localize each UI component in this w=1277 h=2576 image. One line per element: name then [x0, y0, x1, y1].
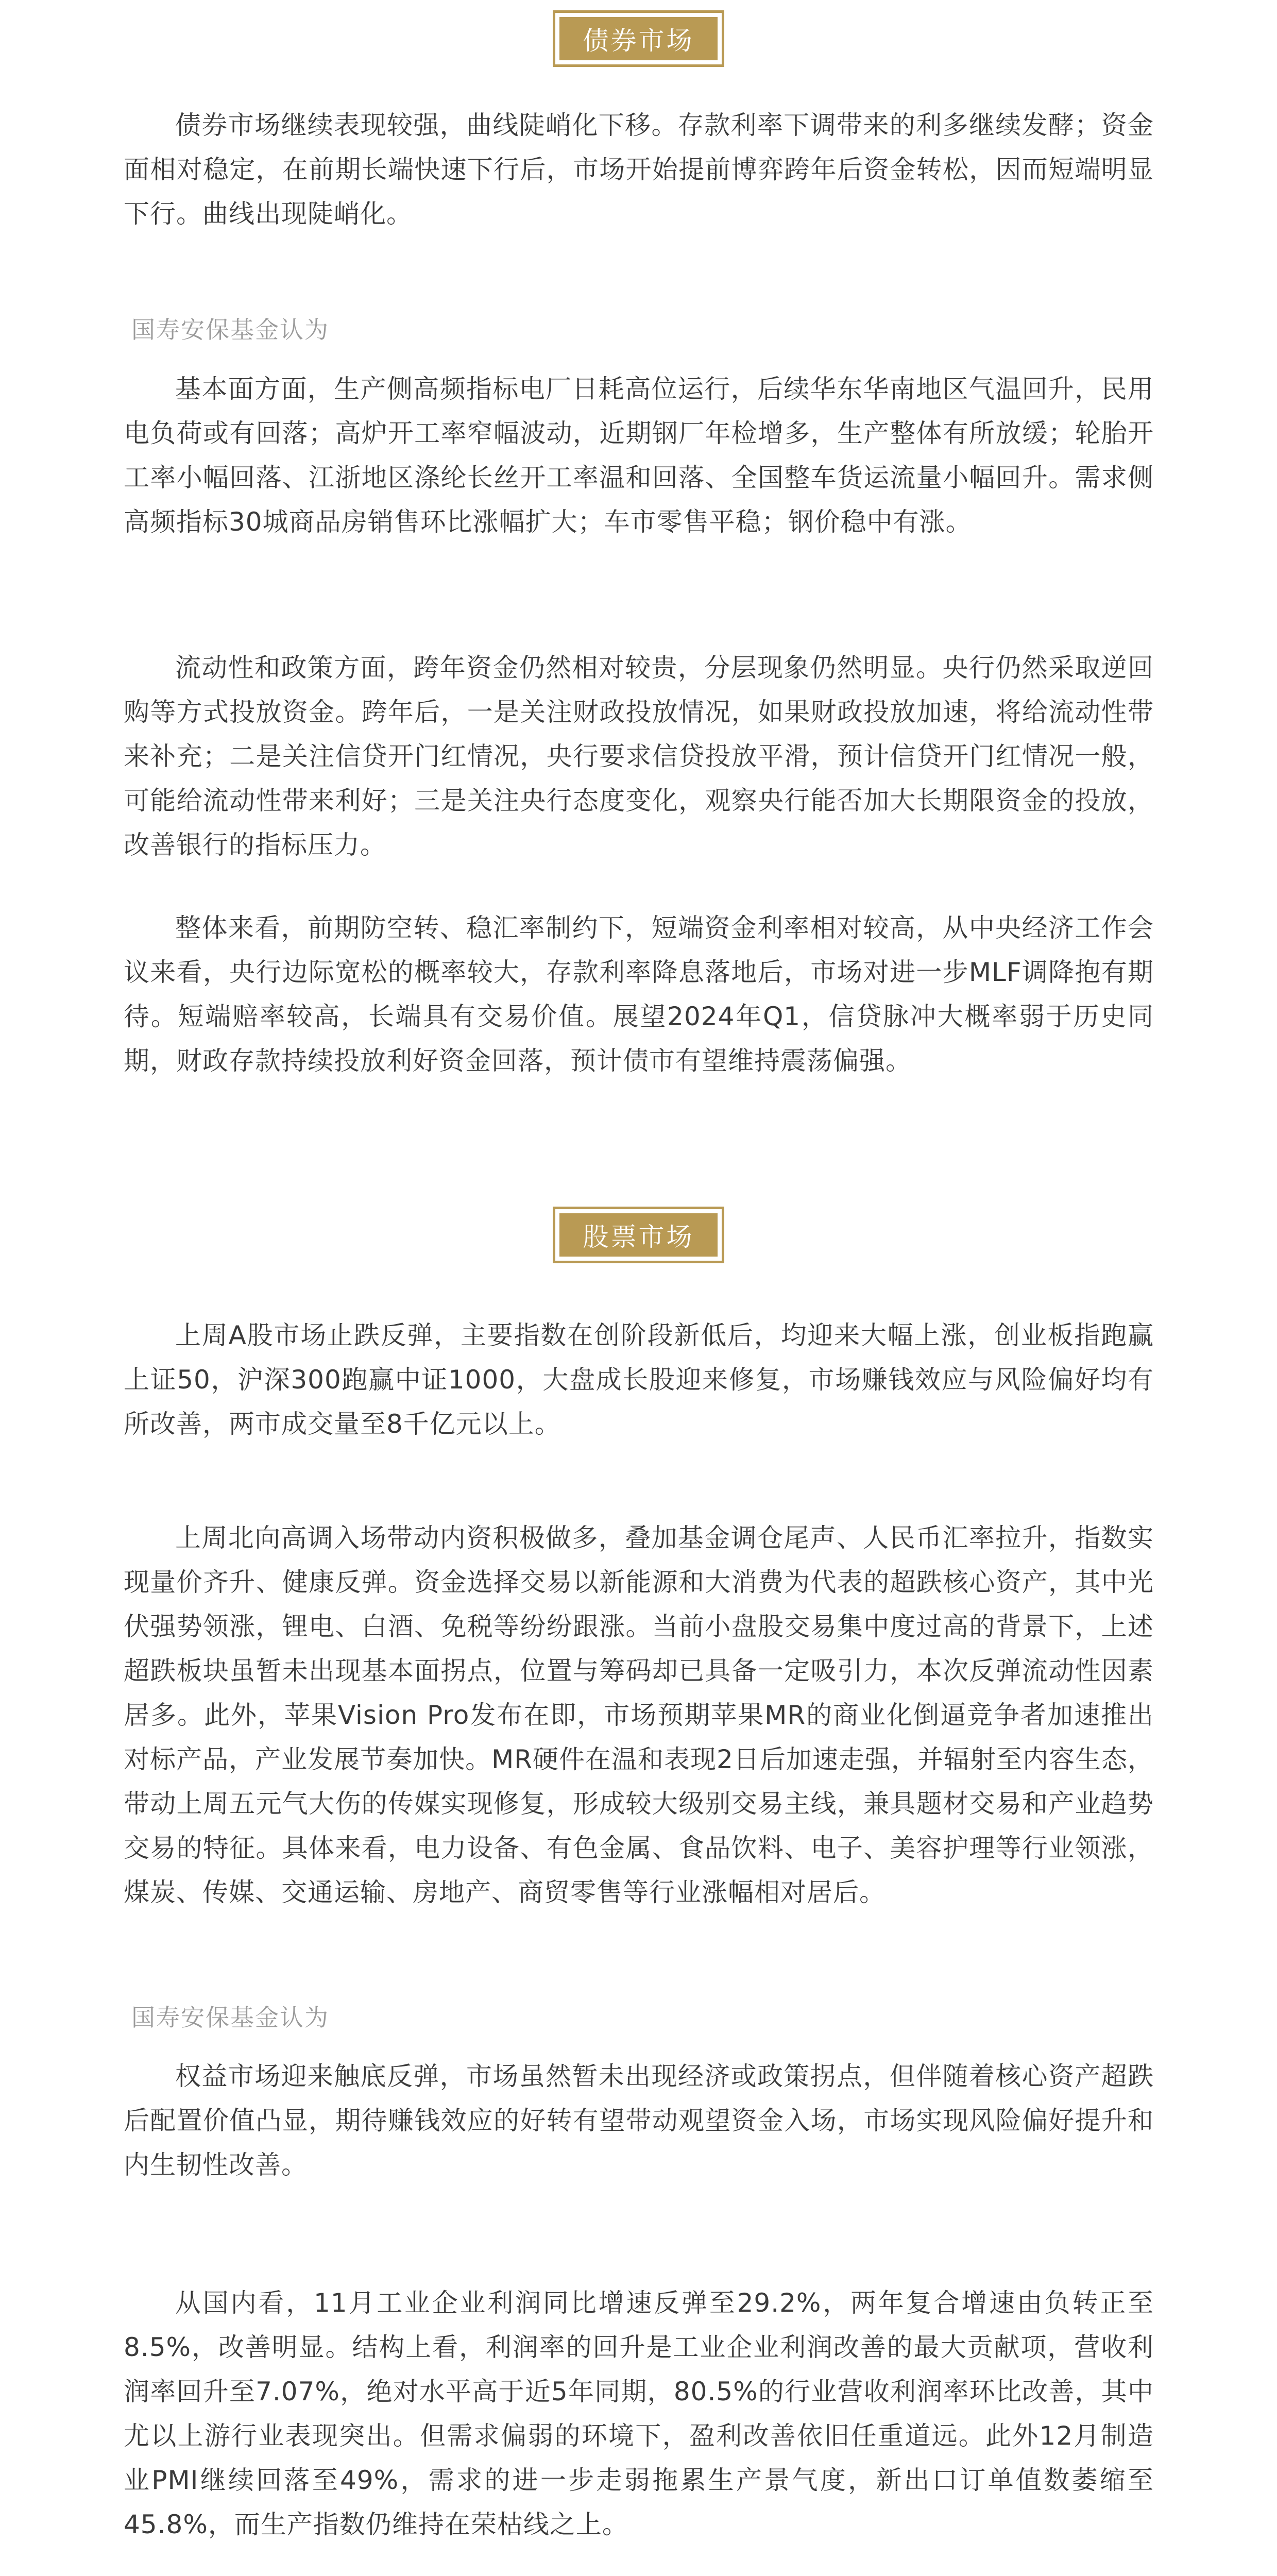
bond-view-paragraph-liquidity: 流动性和政策方面，跨年资金仍然相对较贵，分层现象仍然明显。央行仍然采取逆回购等方式投放资金。跨年后，一是关注财政投放情况，如果财政投放加速，将给流动性带来补充；二是关注信贷开门红情况，央行要求信贷投放平滑，预计信贷开门红情况一般，可能给流动性带来利好；三是关注央行态度变化，观察央行能否加大长期限资金的投放，改善银行的指标压力。 — [124, 653, 1154, 860]
stock-view-paragraph-market: 权益市场迎来触底反弹，市场虽然暂未出现经济或政策拐点，但伴随着核心资产超跌后配置价值凸显，期待赚钱效应的好转有望带动观望资金入场，市场实现风险偏好提升和内生韧性改善。 — [124, 2061, 1154, 2180]
bond-view-subhead: 国寿安保基金认为 — [131, 316, 329, 344]
bond-view-paragraph-fundamentals: 基本面方面，生产侧高频指标电厂日耗高位运行，后续华东华南地区气温回升，民用电负荷或有回落；高炉开工率窄幅波动，近期钢厂年检增多，生产整体有所放缓；轮胎开工率小幅回落、江浙地区涤纶长丝开工率温和回落、全国整车货运流量小幅回升。需求侧高频指标30城商品房销售环比涨幅扩大；车市零售平稳；钢价稳中有涨。 — [124, 374, 1154, 537]
stock-intro-paragraph-2: 上周北向高调入场带动内资积极做多，叠加基金调仓尾声、人民币汇率拉升，指数实现量价齐升、健康反弹。资金选择交易以新能源和大消费为代表的超跌核心资产，其中光伏强势领涨，锂电、白酒、免税等纷纷跟涨。当前小盘股交易集中度过高的背景下，上述超跌板块虽暂未出现基本面拐点，位置与筹码却已具备一定吸引力，本次反弹流动性因素居多。此外，苹果Vision Pro发布在即，市场预期苹果MR的商业化倒逼竞争者加速推出对标产品，产业发展节奏加快。MR硬件在温和表现2日后加速走强，并辐射至内容生态，带动上周五元气大伤的传媒实现修复，形成较大级别交易主线，兼具题材交易和产业趋势交易的特征。具体来看，电力设备、有色金属、食品饮料、电子、美容护理等行业领涨，煤炭、传媒、交通运输、房地产、商贸零售等行业涨幅相对居后。 — [124, 1523, 1154, 1907]
stock-view-paragraph-domestic: 从国内看，11月工业企业利润同比增速反弹至29.2%，两年复合增速由负转正至8.5%，改善明显。结构上看，利润率的回升是工业企业利润改善的最大贡献项，营收利润率回升至7.07%，绝对水平高于近5年同期，80.5%的行业营收利润率环比改善，其中尤以上游行业表现突出。但需求偏弱的环境下，盈利改善依旧任重道远。此外12月制造业PMI继续回落至49%，需求的进一步走弱拖累生产景气度，新出口订单值数萎缩至45.8%，而生产指数仍维持在荣枯线之上。 — [124, 2288, 1154, 2539]
bond-market-tag — [553, 10, 724, 67]
bond-intro-paragraph: 债券市场继续表现较强，曲线陡峭化下移。存款利率下调带来的利多继续发酵；资金面相对稳定，在前期长端快速下行后，市场开始提前博弈跨年后资金转松，因而短端明显下行。曲线出现陡峭化。 — [124, 110, 1154, 229]
stock-market-tag — [553, 1207, 724, 1263]
stock-market-tag-label: 股票市场 — [559, 1213, 718, 1257]
bond-market-tag-label: 债券市场 — [559, 17, 718, 60]
bond-view-paragraph-outlook: 整体来看，前期防空转、稳汇率制约下，短端资金利率相对较高，从中央经济工作会议来看，央行边际宽松的概率较大，存款利率降息落地后，市场对进一步MLF调降抱有期待。短端赔率较高，长端具有交易价值。展望2024年Q1，信贷脉冲大概率弱于历史同期，财政存款持续投放利好资金回落，预计债市有望维持震荡偏强。 — [124, 913, 1154, 1076]
stock-view-subhead: 国寿安保基金认为 — [131, 2004, 329, 2031]
stock-intro-paragraph-1: 上周A股市场止跌反弹，主要指数在创阶段新低后，均迎来大幅上涨，创业板指跑赢上证50，沪深300跑赢中证1000，大盘成长股迎来修复，市场赚钱效应与风险偏好均有所改善，两市成交量至8千亿元以上。 — [124, 1320, 1154, 1439]
